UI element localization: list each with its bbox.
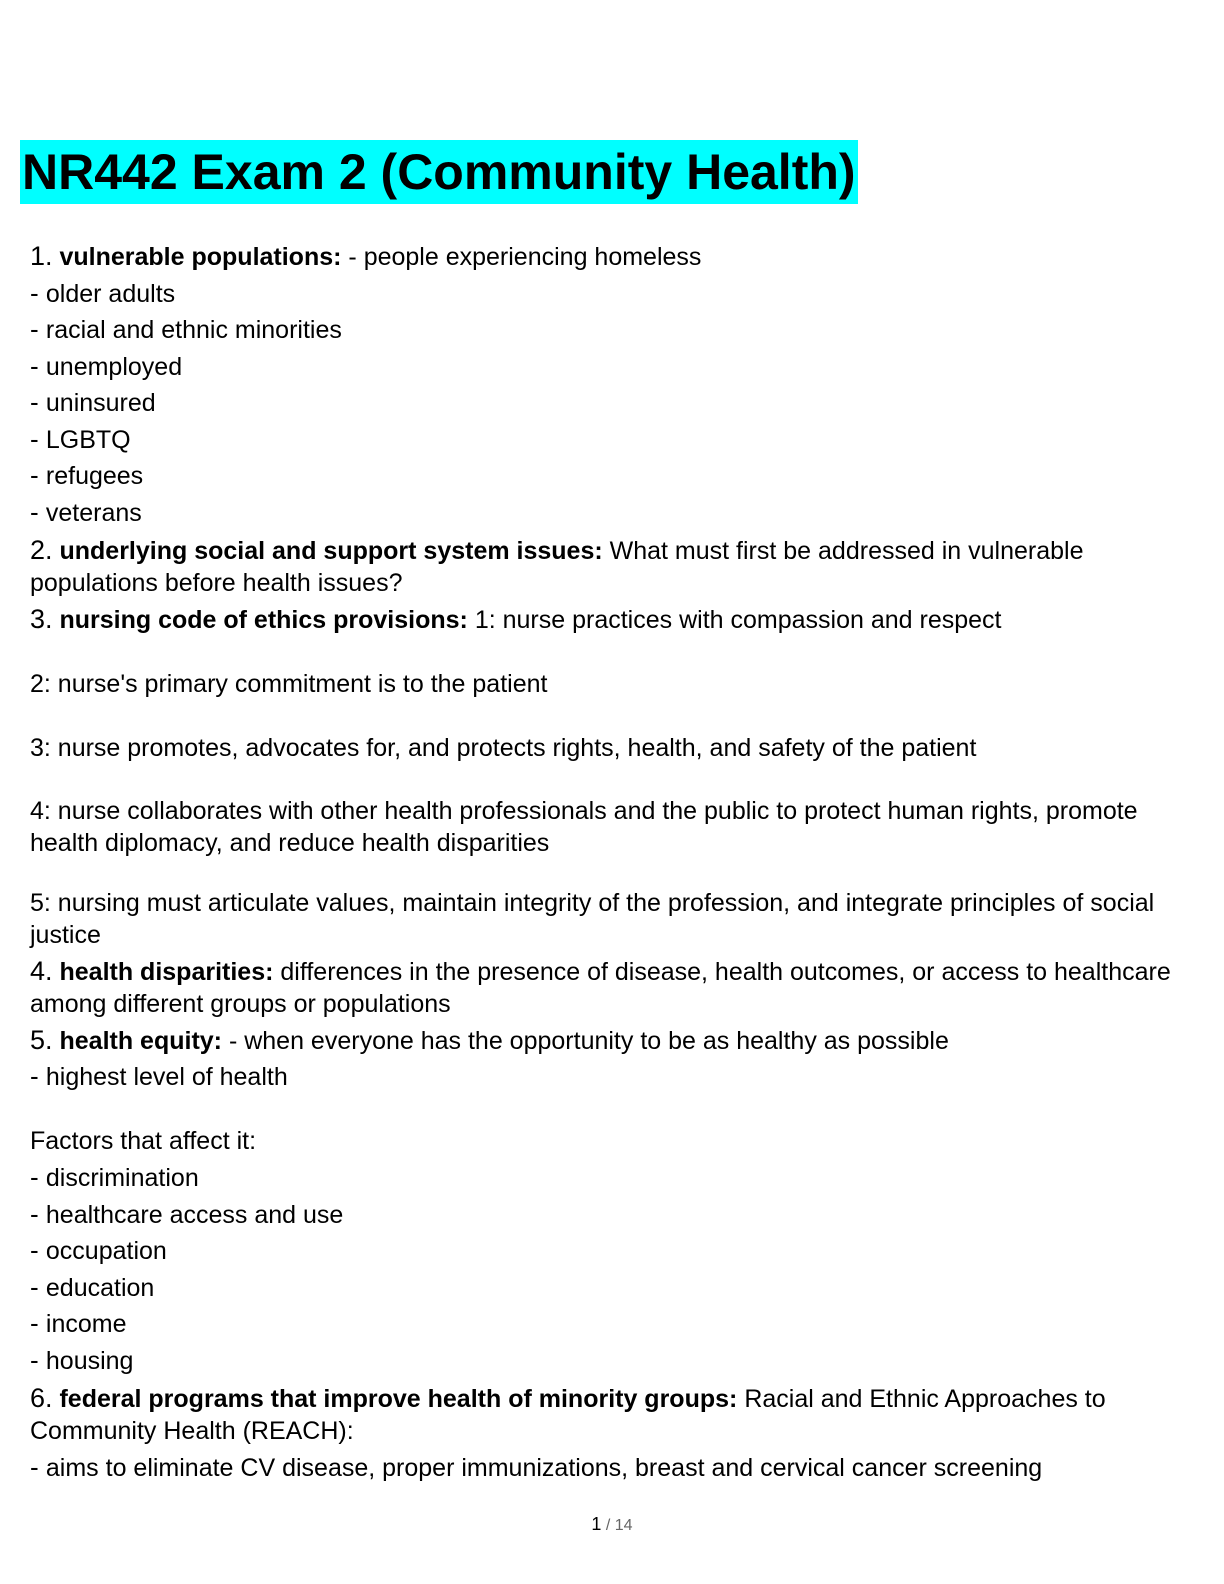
item-term: nursing code of ethics provisions: <box>59 606 468 634</box>
page-indicator <box>0 1514 1224 1535</box>
provision-line: 2: nurse's primary commitment is to the patient <box>30 669 548 698</box>
bullet-line: - healthcare access and use <box>30 1198 344 1229</box>
item-number: 5. <box>30 1024 53 1055</box>
page-title: NR442 Exam 2 (Community Health) <box>20 140 858 204</box>
item-text: - when everyone has the opportunity to be as healthy as possible <box>228 1026 949 1055</box>
item-number: 6. <box>30 1383 53 1413</box>
item-term: federal programs that improve health of minority groups: <box>59 1385 738 1413</box>
bullet-line: - income <box>30 1308 127 1338</box>
list-item <box>30 955 1200 1020</box>
bullet-line: - racial and ethnic minorities <box>30 314 342 344</box>
item-text: 1: nurse practices with compassion and respect <box>474 606 1002 634</box>
item-term: health disparities: <box>59 957 274 986</box>
bullet-line: - older adults <box>30 277 176 308</box>
bullet-line: - uninsured <box>30 387 156 417</box>
bullet-line: - housing <box>30 1344 134 1375</box>
item-number: 3. <box>30 604 53 634</box>
bullet-line: - occupation <box>30 1235 167 1265</box>
item-number: 4. <box>30 955 53 986</box>
item-term: health equity: <box>59 1026 222 1055</box>
document-body <box>30 238 1200 1486</box>
item-text: Racial and Ethnic Approaches to Community Health (REACH): <box>30 1385 1106 1445</box>
item-text: What must first be addressed in vulnerable populations before health issues? <box>30 537 1084 597</box>
bullet-line: - highest level of health <box>30 1061 288 1091</box>
list-item <box>30 1022 1200 1059</box>
item-term: underlying social and support system issues: <box>59 537 603 565</box>
item-number: 2. <box>30 535 53 565</box>
list-item <box>30 601 1200 638</box>
item-text: - people experiencing homeless <box>348 243 702 271</box>
item-number: 1. <box>30 241 53 271</box>
list-item <box>30 1382 1200 1447</box>
bullet-line: - education <box>30 1271 155 1302</box>
bullet-line: - veterans <box>30 496 142 527</box>
bullet-line: - discrimination <box>30 1162 199 1192</box>
bullet-line: - LGBTQ <box>30 423 131 454</box>
list-item <box>30 534 1200 599</box>
bullet-line: - unemployed <box>30 350 183 381</box>
item-term: vulnerable populations: <box>59 243 342 271</box>
bullet-line: - refugees <box>30 460 144 490</box>
current-page: 1 <box>591 1514 602 1534</box>
list-item <box>30 238 1200 275</box>
provision-line: 4: nurse collaborates with other health professionals and the public to protect human rights, promote health diplomacy, and reduce health disparities <box>30 796 1138 857</box>
provision-line: 5: nursing must articulate values, maintain integrity of the profession, and integrate principles of social justice <box>30 888 1155 949</box>
provision-line: 3: nurse promotes, advocates for, and protects rights, health, and safety of the patient <box>30 734 977 762</box>
factors-label: Factors that affect it: <box>30 1126 257 1155</box>
bullet-line: - aims to eliminate CV disease, proper immunizations, breast and cervical cancer screening <box>30 1452 1043 1482</box>
item-text: differences in the presence of disease, health outcomes, or access to healthcare among different groups or populations <box>30 957 1171 1018</box>
total-pages: / 14 <box>605 1517 633 1534</box>
